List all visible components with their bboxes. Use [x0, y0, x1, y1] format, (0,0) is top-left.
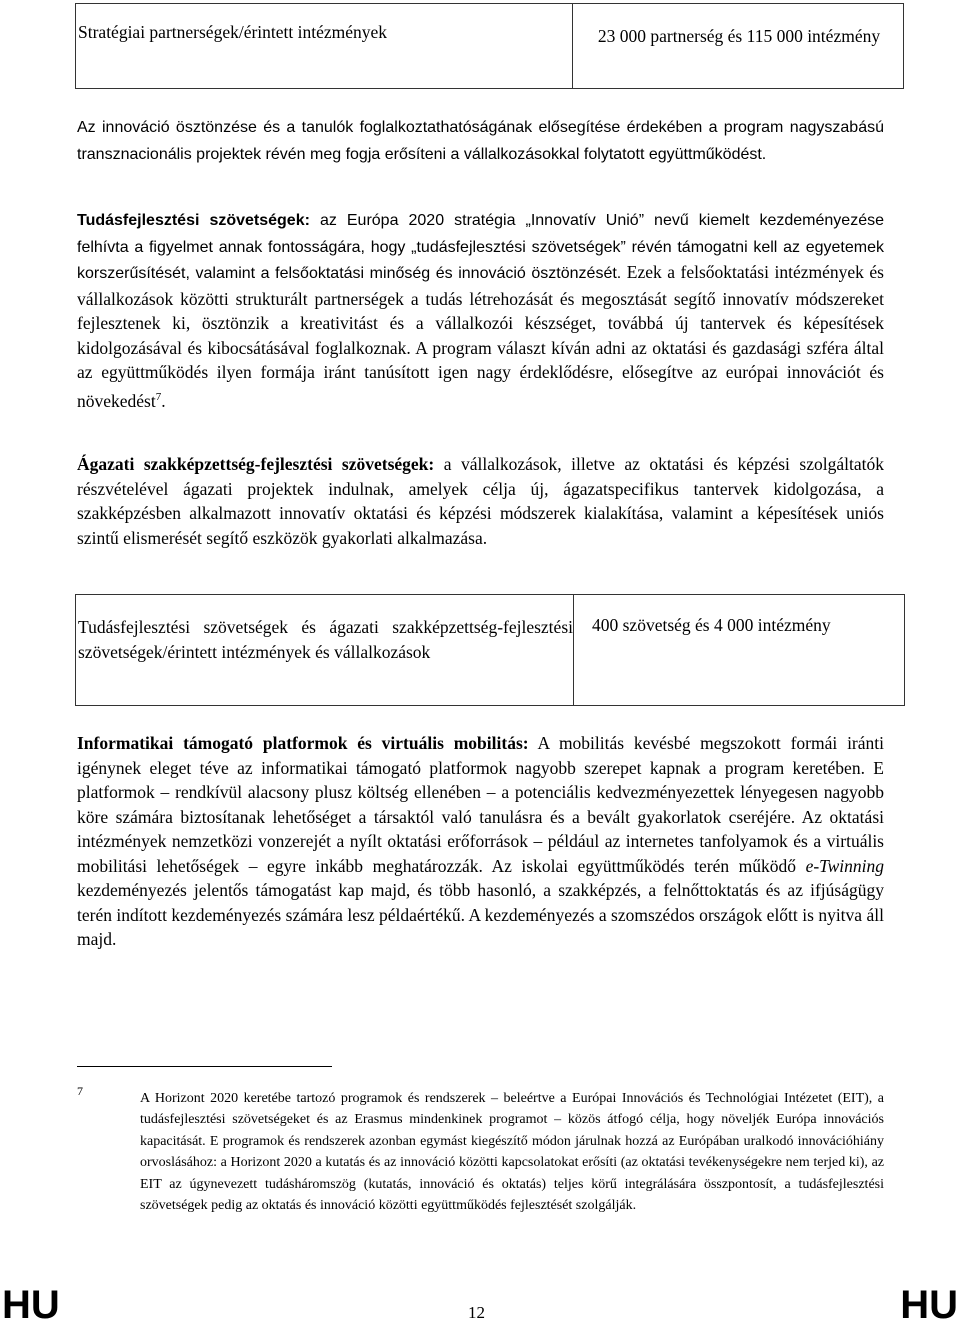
paragraph-text: A mobilitás kevésbé megszokott formái iránti igénynek eleget téve az informatikai támogató platformok nagyobb szerepet kapnak a program keretében. E platformok – rendkívül alacsony plusz költség ellenében – a potenciális kedvezményezettek lényegesen nagyobb köre számára biztosítanak lehetőséget a társaktól való tanulásra és a bevált gyakorlatok cseréjére. Az oktatási intézmények nemzetközi vonzerejét a nyílt oktatási erőforrások – például az internetes tanfolyamok és a virtuális mobilitási lehetőségek – egyre inkább meghatározzák. Az iskolai együttműködés terén működő [77, 733, 884, 876]
paragraph-text: Ezek a felsőoktatási intézmények és vállalkozások közötti strukturált partnerségek a tudás létrehozását és megosztását segítő innovatív módszereket fejlesztenek ki, ösztönzik a kreativitást és a vállalkozói készséget, továbbá új tantervek és képesítések kidolgozásával és kibocsátásával foglalkoznak. A program választ kíván adni az oktatási és gazdasági szféra által az együttműködés ilyen formája iránt tanúsított igen nagy érdeklődésre, elősegítve az európai innovációt és növekedést [77, 262, 884, 411]
table-cell-label: Stratégiai partnerségek/érintett intézmények [76, 4, 573, 88]
footnote-divider [77, 1066, 332, 1067]
page-number: 12 [468, 1303, 485, 1322]
table-cell-label: Tudásfejlesztési szövetségek és ágazati szakképzettség-fejlesztési szövetségek/érintett intézmények és vállalkozások [76, 595, 574, 705]
paragraph-text-cont: kezdeményezés jelentős támogatást kap majd, és több hasonló, a szakképzés, a felnőttoktatás és az ifjúságügy terén indított kezdeményezés számára lesz példaértékű. A kezdeményezés a szomszédos országok előtt is nyitva áll majd. [77, 880, 884, 949]
paragraph-heading: Tudásfejlesztési szövetségek: [77, 212, 310, 229]
paragraph-sector-skills-alliances [77, 452, 884, 550]
footnote-reference: 7 [155, 390, 162, 403]
footnote-text: A Horizont 2020 keretébe tartozó programok és rendszerek – beleértve a Európai Innovációs és Technológiai Intézetet (EIT), a tudásfejlesztési szövetségeket és az Erasmus mindenkinek programot – közös átfogó célja, hogy növeljék Európa innovációs kapacitását. E programok és rendszerek azonban egymást kiegészítő módon járulnak hozzá az Európában uralkodó innovációhiány orvoslásához: a Horizont 2020 a kutatás és az innováció közötti kapcsolatokat erősíti (az oktatási tevékenységekre nem terjed ki), az EIT az úgynevezett tudásháromszög (kutatás, innováció és oktatás) teljes körű integrálására összpontosít, a tudásfejlesztési szövetségek pedig az oktatás és innováció közötti együttműködés fejlesztését szolgálják. [140, 1091, 884, 1214]
paragraph-text: a vállalkozások, illetve az oktatási és képzési szolgáltatók részvételével ágazati projektek indulnak, amelyek célja új, ágazatspecifikus tantervek kidolgozása, a szakképzésben alkalmazott innovatív oktatási és képzési módszerek kialakítása, valamint a képesítések uniós szintű elismerését segítő eszközök gyakorlati alkalmazása. [77, 454, 884, 548]
paragraph-heading: Ágazati szakképzettség-fejlesztési szövetségek: [77, 454, 435, 474]
table-cell-value: 23 000 partnerség és 115 000 intézmény [597, 26, 881, 46]
paragraph-text-sans: az Európa 2020 stratégia „Innovatív Unió” nevű kiemelt kezdeményezése felhívta a figyelmet annak fontosságára, hogy „tudásfejlesztési szövetségek” révén támogatni kell az egyetemek korszerűsítését, valamint a felsőoktatási minőség és innováció ösztönzését. [77, 212, 884, 282]
summary-table-partnerships [75, 3, 904, 89]
paragraph-heading: Informatikai támogató platformok és virtuális mobilitás: [77, 733, 529, 753]
paragraph-text: Az innováció ösztönzése és a tanulók foglalkoztathatóságának elősegítése érdekében a program nagyszabású transznacionális projektek révén meg fogja erősíteni a vállalkozásokkal folytatott együttműködést. [77, 119, 884, 163]
paragraph-it-platforms [77, 731, 884, 952]
footer-language-right: HU [900, 1283, 958, 1327]
footer-language-left: HU [2, 1283, 60, 1327]
paragraph-knowledge-alliances [77, 207, 884, 413]
paragraph-innovation [77, 114, 884, 167]
footnote-number: 7 [77, 1084, 83, 1098]
etwinning-term: e-Twinning [805, 855, 884, 876]
table-cell-value: 400 szövetség és 4 000 intézmény [592, 615, 831, 635]
paragraph-end: . [161, 390, 166, 411]
summary-table-alliances [75, 594, 905, 706]
